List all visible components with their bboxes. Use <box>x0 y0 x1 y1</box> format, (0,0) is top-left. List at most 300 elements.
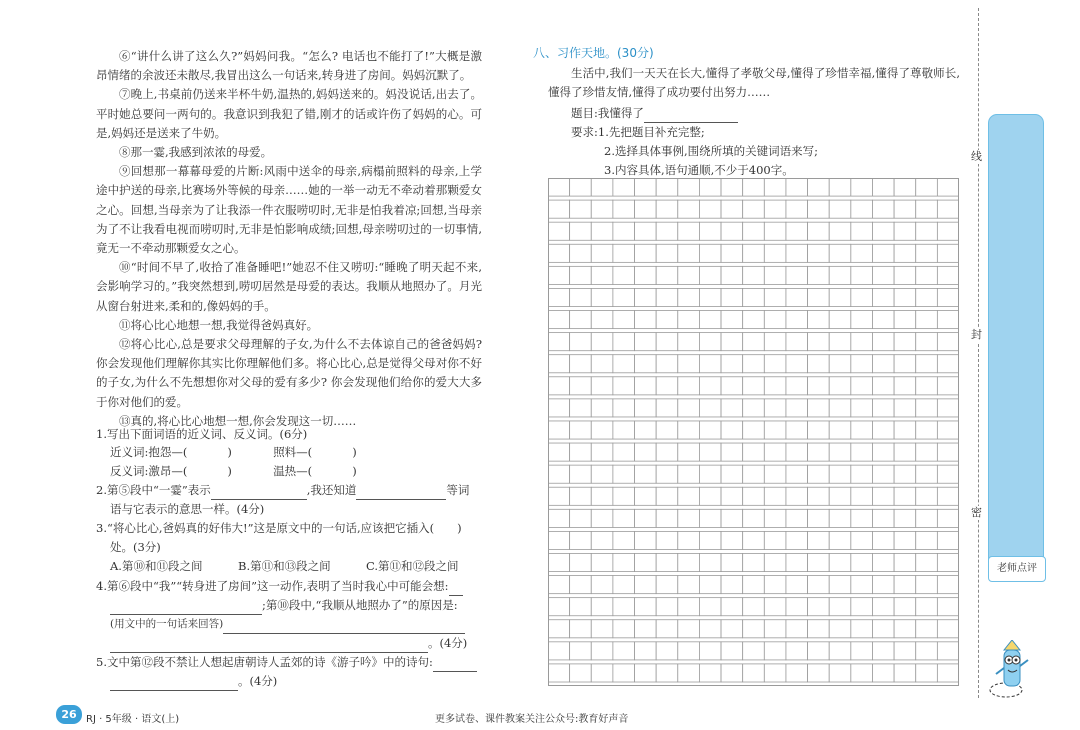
grid-cell[interactable] <box>656 333 678 351</box>
grid-cell[interactable] <box>808 222 830 240</box>
grid-cell[interactable] <box>872 620 894 638</box>
grid-cell[interactable] <box>764 222 786 240</box>
grid-cell[interactable] <box>570 222 592 240</box>
grid-cell[interactable] <box>743 421 765 439</box>
grid-cell[interactable] <box>656 266 678 284</box>
grid-cell[interactable] <box>721 531 743 549</box>
grid-cell[interactable] <box>699 355 721 373</box>
grid-cell[interactable] <box>786 553 808 571</box>
grid-cell[interactable] <box>678 355 700 373</box>
grid-cell[interactable] <box>721 465 743 483</box>
grid-cell[interactable] <box>548 553 570 571</box>
grid-cell[interactable] <box>635 465 657 483</box>
grid-cell[interactable] <box>829 465 851 483</box>
grid-cell[interactable] <box>937 355 959 373</box>
grid-cell[interactable] <box>570 553 592 571</box>
grid-cell[interactable] <box>721 288 743 306</box>
grid-cell[interactable] <box>699 333 721 351</box>
grid-cell[interactable] <box>808 266 830 284</box>
grid-cell[interactable] <box>613 399 635 417</box>
grid-cell[interactable] <box>678 333 700 351</box>
grid-cell[interactable] <box>916 311 938 329</box>
grid-cell[interactable] <box>743 531 765 549</box>
grid-cell[interactable] <box>613 377 635 395</box>
grid-cell[interactable] <box>635 443 657 461</box>
grid-cell[interactable] <box>635 178 657 196</box>
grid-cell[interactable] <box>851 311 873 329</box>
grid-cell[interactable] <box>916 355 938 373</box>
grid-cell[interactable] <box>570 266 592 284</box>
grid-cell[interactable] <box>678 288 700 306</box>
grid-cell[interactable] <box>786 576 808 594</box>
grid-cell[interactable] <box>743 333 765 351</box>
grid-cell[interactable] <box>678 399 700 417</box>
grid-cell[interactable] <box>678 509 700 527</box>
grid-cell[interactable] <box>570 399 592 417</box>
grid-cell[interactable] <box>635 598 657 616</box>
grid-cell[interactable] <box>656 377 678 395</box>
grid-cell[interactable] <box>829 598 851 616</box>
grid-cell[interactable] <box>829 222 851 240</box>
grid-cell[interactable] <box>613 465 635 483</box>
grid-cell[interactable] <box>570 421 592 439</box>
grid-cell[interactable] <box>808 399 830 417</box>
grid-cell[interactable] <box>937 642 959 660</box>
grid-cell[interactable] <box>721 333 743 351</box>
grid-cell[interactable] <box>635 200 657 218</box>
grid-cell[interactable] <box>743 355 765 373</box>
grid-cell[interactable] <box>613 509 635 527</box>
answer-blank[interactable] <box>110 677 238 691</box>
grid-cell[interactable] <box>808 664 830 682</box>
grid-cell[interactable] <box>743 244 765 262</box>
grid-cell[interactable] <box>872 576 894 594</box>
grid-cell[interactable] <box>808 200 830 218</box>
grid-cell[interactable] <box>786 288 808 306</box>
grid-cell[interactable] <box>699 598 721 616</box>
grid-cell[interactable] <box>916 531 938 549</box>
grid-cell[interactable] <box>656 443 678 461</box>
grid-cell[interactable] <box>591 200 613 218</box>
grid-cell[interactable] <box>851 222 873 240</box>
grid-cell[interactable] <box>591 244 613 262</box>
grid-cell[interactable] <box>699 509 721 527</box>
grid-cell[interactable] <box>916 465 938 483</box>
grid-cell[interactable] <box>786 333 808 351</box>
grid-cell[interactable] <box>635 509 657 527</box>
grid-cell[interactable] <box>829 642 851 660</box>
grid-cell[interactable] <box>937 598 959 616</box>
grid-cell[interactable] <box>678 487 700 505</box>
grid-cell[interactable] <box>786 222 808 240</box>
grid-cell[interactable] <box>570 487 592 505</box>
grid-cell[interactable] <box>743 288 765 306</box>
grid-cell[interactable] <box>678 377 700 395</box>
grid-cell[interactable] <box>894 178 916 196</box>
grid-cell[interactable] <box>808 377 830 395</box>
grid-cell[interactable] <box>699 178 721 196</box>
grid-cell[interactable] <box>743 576 765 594</box>
grid-cell[interactable] <box>548 421 570 439</box>
grid-cell[interactable] <box>916 598 938 616</box>
grid-cell[interactable] <box>829 553 851 571</box>
topic-blank[interactable] <box>644 109 738 123</box>
grid-cell[interactable] <box>872 531 894 549</box>
grid-cell[interactable] <box>743 311 765 329</box>
grid-cell[interactable] <box>699 222 721 240</box>
grid-cell[interactable] <box>699 531 721 549</box>
grid-cell[interactable] <box>872 421 894 439</box>
grid-cell[interactable] <box>699 487 721 505</box>
grid-cell[interactable] <box>678 266 700 284</box>
grid-cell[interactable] <box>786 399 808 417</box>
grid-cell[interactable] <box>678 598 700 616</box>
grid-cell[interactable] <box>829 531 851 549</box>
grid-cell[interactable] <box>937 509 959 527</box>
grid-cell[interactable] <box>591 443 613 461</box>
grid-cell[interactable] <box>699 553 721 571</box>
grid-cell[interactable] <box>764 487 786 505</box>
grid-cell[interactable] <box>678 664 700 682</box>
grid-cell[interactable] <box>808 443 830 461</box>
grid-cell[interactable] <box>656 465 678 483</box>
grid-cell[interactable] <box>635 333 657 351</box>
grid-cell[interactable] <box>894 598 916 616</box>
grid-cell[interactable] <box>721 509 743 527</box>
grid-cell[interactable] <box>808 311 830 329</box>
grid-cell[interactable] <box>591 421 613 439</box>
grid-cell[interactable] <box>851 377 873 395</box>
grid-cell[interactable] <box>721 598 743 616</box>
grid-cell[interactable] <box>613 333 635 351</box>
grid-cell[interactable] <box>872 443 894 461</box>
grid-cell[interactable] <box>635 377 657 395</box>
grid-cell[interactable] <box>548 598 570 616</box>
grid-cell[interactable] <box>635 399 657 417</box>
grid-cell[interactable] <box>851 399 873 417</box>
grid-cell[interactable] <box>699 620 721 638</box>
grid-cell[interactable] <box>894 531 916 549</box>
grid-cell[interactable] <box>937 377 959 395</box>
grid-cell[interactable] <box>591 509 613 527</box>
grid-cell[interactable] <box>916 288 938 306</box>
grid-cell[interactable] <box>656 598 678 616</box>
grid-cell[interactable] <box>937 443 959 461</box>
grid-cell[interactable] <box>635 244 657 262</box>
grid-cell[interactable] <box>613 664 635 682</box>
grid-cell[interactable] <box>721 200 743 218</box>
grid-cell[interactable] <box>743 642 765 660</box>
grid-cell[interactable] <box>786 355 808 373</box>
grid-cell[interactable] <box>613 443 635 461</box>
grid-cell[interactable] <box>591 377 613 395</box>
grid-cell[interactable] <box>937 664 959 682</box>
grid-cell[interactable] <box>786 421 808 439</box>
grid-cell[interactable] <box>721 642 743 660</box>
grid-cell[interactable] <box>851 266 873 284</box>
grid-cell[interactable] <box>656 642 678 660</box>
grid-cell[interactable] <box>894 509 916 527</box>
grid-cell[interactable] <box>851 620 873 638</box>
grid-cell[interactable] <box>613 553 635 571</box>
grid-cell[interactable] <box>894 620 916 638</box>
grid-cell[interactable] <box>699 642 721 660</box>
grid-cell[interactable] <box>829 399 851 417</box>
grid-cell[interactable] <box>937 465 959 483</box>
grid-cell[interactable] <box>937 620 959 638</box>
grid-cell[interactable] <box>635 266 657 284</box>
grid-cell[interactable] <box>635 620 657 638</box>
grid-cell[interactable] <box>699 443 721 461</box>
answer-blank[interactable] <box>356 486 446 500</box>
grid-cell[interactable] <box>829 178 851 196</box>
grid-cell[interactable] <box>872 288 894 306</box>
grid-cell[interactable] <box>894 288 916 306</box>
grid-cell[interactable] <box>764 553 786 571</box>
grid-cell[interactable] <box>656 421 678 439</box>
grid-cell[interactable] <box>872 377 894 395</box>
grid-cell[interactable] <box>872 311 894 329</box>
grid-cell[interactable] <box>570 311 592 329</box>
grid-cell[interactable] <box>916 377 938 395</box>
grid-cell[interactable] <box>699 421 721 439</box>
grid-cell[interactable] <box>786 200 808 218</box>
grid-cell[interactable] <box>656 620 678 638</box>
grid-cell[interactable] <box>786 642 808 660</box>
grid-cell[interactable] <box>656 311 678 329</box>
grid-cell[interactable] <box>635 487 657 505</box>
grid-cell[interactable] <box>937 311 959 329</box>
option-a[interactable]: A.第⑩和⑪段之间 <box>110 559 203 573</box>
grid-cell[interactable] <box>613 244 635 262</box>
grid-cell[interactable] <box>613 531 635 549</box>
grid-cell[interactable] <box>937 333 959 351</box>
grid-cell[interactable] <box>678 620 700 638</box>
grid-cell[interactable] <box>894 664 916 682</box>
grid-cell[interactable] <box>743 620 765 638</box>
grid-cell[interactable] <box>872 642 894 660</box>
grid-cell[interactable] <box>829 244 851 262</box>
grid-cell[interactable] <box>894 311 916 329</box>
grid-cell[interactable] <box>872 244 894 262</box>
grid-cell[interactable] <box>916 200 938 218</box>
grid-cell[interactable] <box>635 642 657 660</box>
grid-cell[interactable] <box>613 576 635 594</box>
grid-cell[interactable] <box>570 333 592 351</box>
grid-cell[interactable] <box>678 553 700 571</box>
grid-cell[interactable] <box>872 487 894 505</box>
grid-cell[interactable] <box>764 620 786 638</box>
grid-cell[interactable] <box>743 399 765 417</box>
grid-cell[interactable] <box>591 487 613 505</box>
grid-cell[interactable] <box>613 311 635 329</box>
grid-cell[interactable] <box>570 642 592 660</box>
grid-cell[interactable] <box>808 465 830 483</box>
grid-cell[interactable] <box>764 399 786 417</box>
grid-cell[interactable] <box>678 311 700 329</box>
grid-cell[interactable] <box>570 509 592 527</box>
grid-cell[interactable] <box>872 355 894 373</box>
grid-cell[interactable] <box>937 244 959 262</box>
grid-cell[interactable] <box>872 553 894 571</box>
grid-cell[interactable] <box>591 531 613 549</box>
grid-cell[interactable] <box>570 531 592 549</box>
grid-cell[interactable] <box>764 244 786 262</box>
grid-cell[interactable] <box>678 222 700 240</box>
grid-cell[interactable] <box>851 465 873 483</box>
grid-cell[interactable] <box>851 333 873 351</box>
grid-cell[interactable] <box>808 598 830 616</box>
grid-cell[interactable] <box>786 311 808 329</box>
grid-cell[interactable] <box>786 244 808 262</box>
grid-cell[interactable] <box>916 642 938 660</box>
grid-cell[interactable] <box>548 509 570 527</box>
grid-cell[interactable] <box>656 531 678 549</box>
grid-cell[interactable] <box>613 200 635 218</box>
grid-cell[interactable] <box>872 598 894 616</box>
grid-cell[interactable] <box>721 443 743 461</box>
grid-cell[interactable] <box>548 222 570 240</box>
grid-cell[interactable] <box>937 421 959 439</box>
grid-cell[interactable] <box>829 266 851 284</box>
answer-blank[interactable] <box>449 582 463 596</box>
grid-cell[interactable] <box>591 288 613 306</box>
grid-cell[interactable] <box>764 333 786 351</box>
grid-cell[interactable] <box>872 200 894 218</box>
grid-cell[interactable] <box>548 642 570 660</box>
grid-cell[interactable] <box>591 222 613 240</box>
grid-cell[interactable] <box>829 200 851 218</box>
grid-cell[interactable] <box>764 266 786 284</box>
grid-cell[interactable] <box>872 509 894 527</box>
grid-cell[interactable] <box>937 576 959 594</box>
grid-cell[interactable] <box>808 421 830 439</box>
grid-cell[interactable] <box>721 399 743 417</box>
grid-cell[interactable] <box>613 620 635 638</box>
grid-cell[interactable] <box>808 576 830 594</box>
grid-cell[interactable] <box>548 576 570 594</box>
grid-cell[interactable] <box>721 553 743 571</box>
grid-cell[interactable] <box>829 333 851 351</box>
grid-cell[interactable] <box>699 664 721 682</box>
answer-blank[interactable] <box>433 658 477 672</box>
grid-cell[interactable] <box>548 200 570 218</box>
grid-cell[interactable] <box>721 664 743 682</box>
grid-cell[interactable] <box>699 465 721 483</box>
grid-cell[interactable] <box>591 664 613 682</box>
grid-cell[interactable] <box>656 509 678 527</box>
grid-cell[interactable] <box>808 620 830 638</box>
grid-cell[interactable] <box>894 421 916 439</box>
grid-cell[interactable] <box>570 200 592 218</box>
grid-cell[interactable] <box>548 266 570 284</box>
grid-cell[interactable] <box>743 200 765 218</box>
grid-cell[interactable] <box>613 355 635 373</box>
grid-cell[interactable] <box>764 509 786 527</box>
grid-cell[interactable] <box>613 266 635 284</box>
grid-cell[interactable] <box>635 421 657 439</box>
grid-cell[interactable] <box>894 377 916 395</box>
grid-cell[interactable] <box>721 244 743 262</box>
grid-cell[interactable] <box>829 576 851 594</box>
grid-cell[interactable] <box>591 266 613 284</box>
grid-cell[interactable] <box>872 266 894 284</box>
grid-cell[interactable] <box>916 266 938 284</box>
grid-cell[interactable] <box>916 509 938 527</box>
grid-cell[interactable] <box>591 598 613 616</box>
grid-cell[interactable] <box>570 288 592 306</box>
grid-cell[interactable] <box>894 487 916 505</box>
grid-cell[interactable] <box>851 421 873 439</box>
grid-cell[interactable] <box>894 355 916 373</box>
grid-cell[interactable] <box>570 244 592 262</box>
grid-cell[interactable] <box>548 487 570 505</box>
grid-cell[interactable] <box>894 200 916 218</box>
grid-cell[interactable] <box>570 377 592 395</box>
grid-cell[interactable] <box>678 576 700 594</box>
grid-cell[interactable] <box>808 553 830 571</box>
grid-cell[interactable] <box>851 553 873 571</box>
grid-cell[interactable] <box>678 421 700 439</box>
grid-cell[interactable] <box>916 487 938 505</box>
grid-cell[interactable] <box>808 288 830 306</box>
grid-cell[interactable] <box>570 443 592 461</box>
grid-cell[interactable] <box>678 244 700 262</box>
grid-cell[interactable] <box>872 178 894 196</box>
grid-cell[interactable] <box>548 443 570 461</box>
grid-cell[interactable] <box>808 355 830 373</box>
grid-cell[interactable] <box>548 664 570 682</box>
grid-cell[interactable] <box>851 509 873 527</box>
grid-cell[interactable] <box>916 620 938 638</box>
grid-cell[interactable] <box>937 531 959 549</box>
grid-cell[interactable] <box>721 178 743 196</box>
grid-cell[interactable] <box>699 576 721 594</box>
grid-cell[interactable] <box>656 222 678 240</box>
grid-cell[interactable] <box>829 377 851 395</box>
grid-cell[interactable] <box>808 178 830 196</box>
grid-cell[interactable] <box>656 244 678 262</box>
grid-cell[interactable] <box>743 509 765 527</box>
grid-cell[interactable] <box>786 266 808 284</box>
grid-cell[interactable] <box>851 443 873 461</box>
answer-blank[interactable] <box>223 620 465 634</box>
grid-cell[interactable] <box>548 311 570 329</box>
grid-cell[interactable] <box>656 487 678 505</box>
grid-cell[interactable] <box>548 178 570 196</box>
grid-cell[interactable] <box>916 421 938 439</box>
grid-cell[interactable] <box>829 288 851 306</box>
grid-cell[interactable] <box>829 421 851 439</box>
grid-cell[interactable] <box>851 244 873 262</box>
grid-cell[interactable] <box>721 377 743 395</box>
grid-cell[interactable] <box>894 244 916 262</box>
grid-cell[interactable] <box>699 288 721 306</box>
grid-cell[interactable] <box>743 664 765 682</box>
grid-cell[interactable] <box>764 598 786 616</box>
grid-cell[interactable] <box>916 664 938 682</box>
grid-cell[interactable] <box>548 465 570 483</box>
grid-cell[interactable] <box>764 443 786 461</box>
grid-cell[interactable] <box>635 664 657 682</box>
grid-cell[interactable] <box>851 487 873 505</box>
grid-cell[interactable] <box>872 664 894 682</box>
grid-cell[interactable] <box>635 288 657 306</box>
grid-cell[interactable] <box>916 576 938 594</box>
grid-cell[interactable] <box>678 443 700 461</box>
grid-cell[interactable] <box>721 620 743 638</box>
grid-cell[interactable] <box>764 377 786 395</box>
